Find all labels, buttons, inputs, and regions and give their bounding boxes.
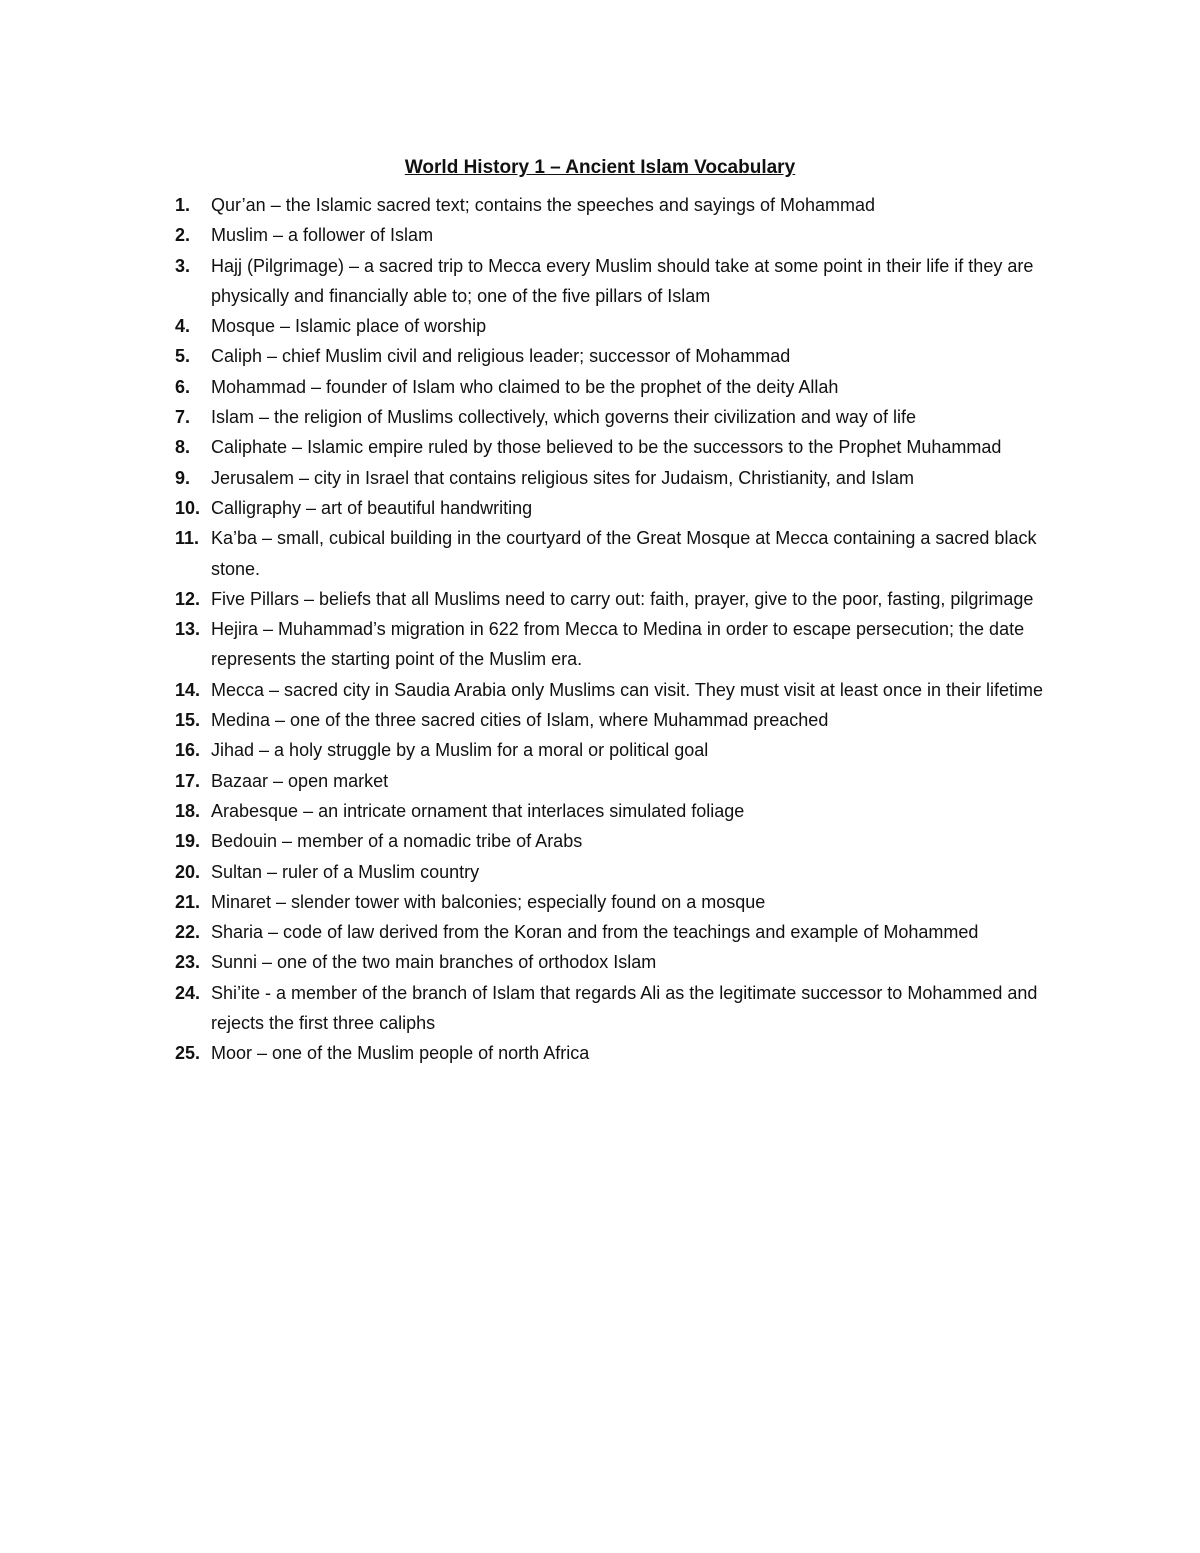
item-number: 14. xyxy=(175,679,201,700)
item-number: 12. xyxy=(175,588,201,609)
item-text: Sunni – one of the two main branches of orthodox Islam xyxy=(211,952,657,973)
item-text: Arabesque – an intricate ornament that interlaces simulated foliage xyxy=(211,800,745,821)
item-text: Jihad – a holy struggle by a Muslim for a moral or political goal xyxy=(211,740,709,761)
vocabulary-list xyxy=(0,190,1200,1069)
item-number: 23. xyxy=(175,952,201,973)
item-text: Moor – one of the Muslim people of north Africa xyxy=(211,1043,590,1064)
item-number: 3. xyxy=(175,255,191,276)
list-item xyxy=(0,887,1200,917)
list-item xyxy=(0,766,1200,796)
item-text: Ka’ba – small, cubical building in the courtyard of the Great Mosque at Mecca containing a sacred black stone. xyxy=(211,528,1037,579)
item-text: Hejira – Muhammad’s migration in 622 from Mecca to Medina in order to escape persecution; the date represents the starting point of the Muslim era. xyxy=(211,619,1025,670)
item-text: Bazaar – open market xyxy=(211,770,389,791)
list-item xyxy=(0,402,1200,432)
list-item xyxy=(0,614,1200,675)
item-text: Muslim – a follower of Islam xyxy=(211,225,434,246)
item-text: Bedouin – member of a nomadic tribe of Arabs xyxy=(211,831,583,852)
list-item xyxy=(0,675,1200,705)
item-text: Five Pillars – beliefs that all Muslims need to carry out: faith, prayer, give to the poor, fasting, pilgrimage xyxy=(211,588,1034,609)
item-number: 22. xyxy=(175,922,201,943)
item-number: 25. xyxy=(175,1043,201,1064)
list-item xyxy=(0,432,1200,462)
item-number: 9. xyxy=(175,467,191,488)
item-text: Islam – the religion of Muslims collectively, which governs their civilization and way of life xyxy=(211,407,916,428)
item-number: 16. xyxy=(175,740,201,761)
item-number: 1. xyxy=(175,195,191,215)
list-item xyxy=(0,341,1200,371)
list-item xyxy=(0,493,1200,523)
item-number: 21. xyxy=(175,891,201,912)
item-text: Caliphate – Islamic empire ruled by those believed to be the successors to the Prophet Muhammad xyxy=(211,437,1002,458)
item-text: Sultan – ruler of a Muslim country xyxy=(211,861,480,882)
list-item xyxy=(0,1038,1200,1068)
list-item xyxy=(0,857,1200,887)
item-text: Mohammad – founder of Islam who claimed to be the prophet of the deity Allah xyxy=(211,376,839,397)
item-text: Calligraphy – art of beautiful handwriting xyxy=(211,497,533,518)
list-item xyxy=(0,735,1200,765)
item-text: Minaret – slender tower with balconies; especially found on a mosque xyxy=(211,891,766,912)
item-number: 6. xyxy=(175,376,191,397)
list-item xyxy=(0,978,1200,1039)
list-item xyxy=(0,796,1200,826)
item-number: 5. xyxy=(175,346,191,367)
list-item xyxy=(0,705,1200,735)
item-text: Sharia – code of law derived from the Koran and from the teachings and example of Mohammed xyxy=(211,922,979,943)
item-number: 7. xyxy=(175,407,191,428)
list-item xyxy=(0,251,1200,312)
list-item xyxy=(0,220,1200,250)
item-text: Mosque – Islamic place of worship xyxy=(211,316,487,337)
item-number: 18. xyxy=(175,800,201,821)
item-number: 8. xyxy=(175,437,191,458)
item-text: Medina – one of the three sacred cities of Islam, where Muhammad preached xyxy=(211,710,829,731)
list-item xyxy=(0,311,1200,341)
item-number: 19. xyxy=(175,831,201,852)
item-text: Mecca – sacred city in Saudia Arabia only Muslims can visit. They must visit at least once in their lifetime xyxy=(211,679,1044,700)
item-number: 2. xyxy=(175,225,191,246)
item-text: Shi’ite - a member of the branch of Islam that regards Ali as the legitimate successor to Mohammed and rejects the first three caliphs xyxy=(211,982,1038,1034)
item-number: 20. xyxy=(175,861,201,882)
list-item xyxy=(0,523,1200,584)
list-item xyxy=(0,372,1200,402)
item-text: Jerusalem – city in Israel that contains religious sites for Judaism, Christianity, and Islam xyxy=(211,467,914,488)
item-number: 15. xyxy=(175,710,201,731)
item-number: 17. xyxy=(175,770,201,791)
item-text: Hajj (Pilgrimage) – a sacred trip to Mecca every Muslim should take at some point in their life if they are physically and financially able to; one of the five pillars of Islam xyxy=(211,255,1034,306)
item-text: Caliph – chief Muslim civil and religious leader; successor of Mohammad xyxy=(211,346,791,367)
item-number: 13. xyxy=(175,619,201,640)
item-number: 11. xyxy=(175,528,200,549)
list-item xyxy=(0,584,1200,614)
list-item xyxy=(0,190,1200,220)
list-item xyxy=(0,917,1200,947)
item-number: 4. xyxy=(175,316,191,337)
list-item xyxy=(0,463,1200,493)
item-text: Qur’an – the Islamic sacred text; contains the speeches and sayings of Mohammad xyxy=(211,195,876,215)
item-number: 24. xyxy=(175,982,201,1003)
list-item xyxy=(0,826,1200,856)
page-title: World History 1 – Ancient Islam Vocabulary xyxy=(404,156,796,178)
list-item xyxy=(0,947,1200,977)
item-number: 10. xyxy=(175,497,201,518)
